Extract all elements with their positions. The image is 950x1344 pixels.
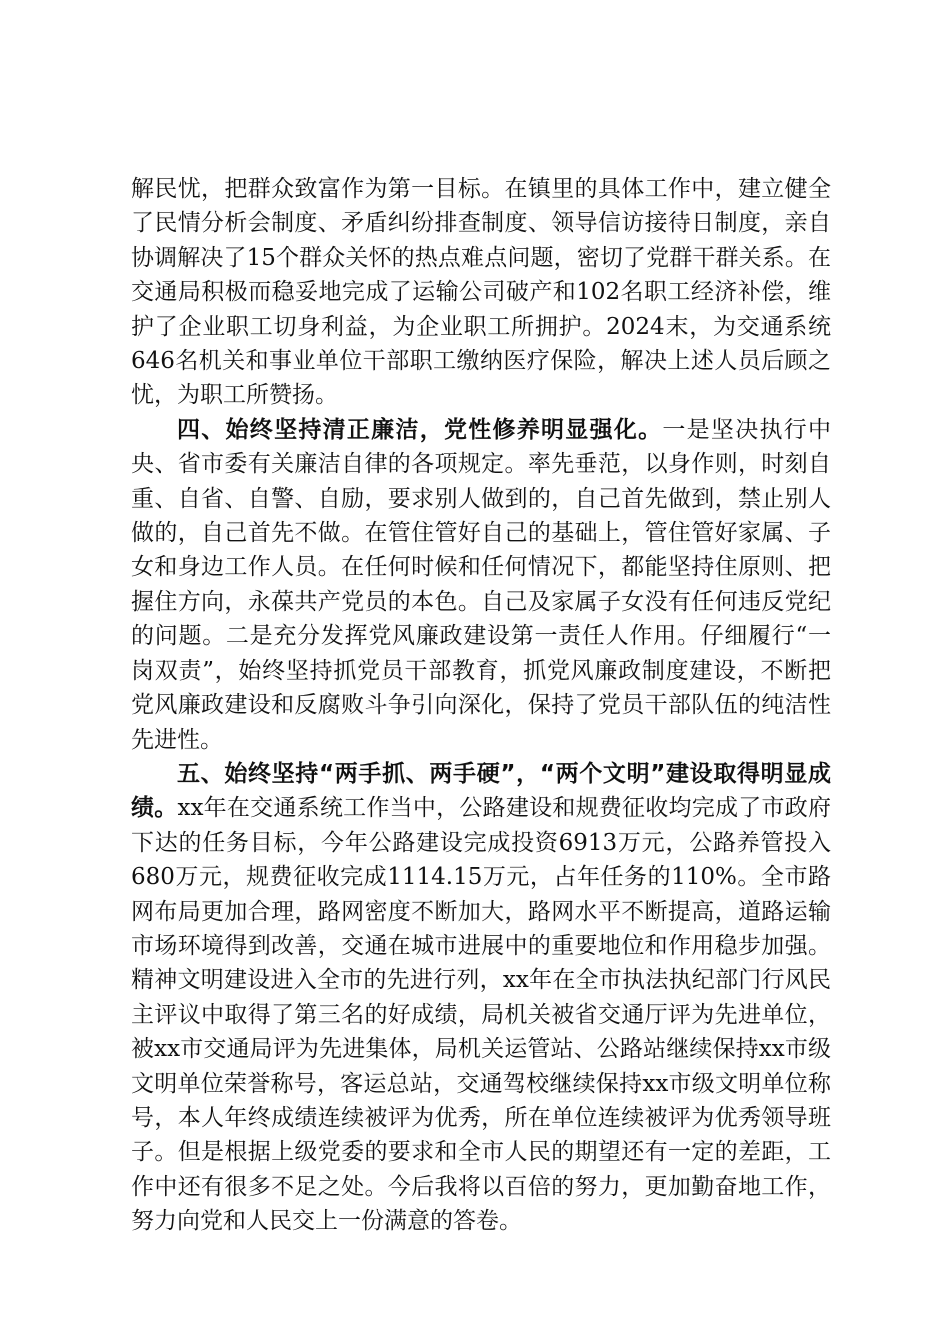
paragraph-continuation: [131, 172, 831, 413]
paragraph-section-five: [131, 757, 831, 1239]
paragraph-section-four: [131, 413, 831, 757]
section-heading: 四、始终坚持清正廉洁，党性修养明显强化。: [177, 416, 663, 443]
paragraph-text: 一是坚决执行中央、省市委有关廉洁自律的各项规定。率先垂范，以身作则，时刻自重、自省、自警、自励，要求别人做到的，自己首先做到，禁止别人做的，自己首先不做。在管住管好自己的基础上，管住管好家属、子女和身边工作人员。在任何时候和任何情况下，都能坚持住原则、把握住方向，永葆共产党员的本色。自己及家属子女没有任何违反党纪的问题。二是充分发挥党风廉政建设第一责任人作用。仔细履行“一岗双责”，始终坚持抓党员干部教育，抓党风廉政制度建设，不断把党风廉政建设和反腐败斗争引向深化，保持了党员干部队伍的纯洁性先进性。: [131, 416, 832, 753]
section-heading: 五、始终坚持“两手抓、两手硬”，“两个文明”建设取得明显成绩。: [131, 760, 831, 822]
paragraph-text: 解民忧，把群众致富作为第一目标。在镇里的具体工作中，建立健全了民情分析会制度、矛盾纠纷排查制度、领导信访接待日制度，亲自协调解决了15个群众关怀的热点难点问题，密切了党群干群关系。在交通局积极而稳妥地完成了运输公司破产和102名职工经济补偿，维护了企业职工切身利益，为企业职工所拥护。2024末，为交通系统646名机关和事业单位干部职工缴纳医疗保险，解决上述人员后顾之忧，为职工所赞扬。: [131, 176, 831, 409]
paragraph-text: xx年在交通系统工作当中，公路建设和规费征收均完成了市政府下达的任务目标，今年公路建设完成投资6913万元，公路养管投入680万元，规费征收完成1114.15万元，占年任务的110%。全市路网布局更加合理，路网密度不断加大，路网水平不断提高，道路运输市场环境得到改善，交通在城市进展中的重要地位和作用稳步加强。精神文明建设进入全市的先进行列，xx年在全市执法执纪部门行风民主评议中取得了第三名的好成绩，局机关被省交通厅评为先进单位，被xx市交通局评为先进集体，局机关运管站、公路站继续保持xx市级文明单位荣誉称号，客运总站，交通驾校继续保持xx市级文明单位称号，本人年终成绩连续被评为优秀，所在单位连续被评为优秀领导班子。但是根据上级党委的要求和全市人民的期望还有一定的差距，工作中还有很多不足之处。今后我将以百倍的努力，更加勤奋地工作，努力向党和人民交上一份满意的答卷。: [131, 795, 832, 1235]
document-body: [131, 172, 831, 1239]
